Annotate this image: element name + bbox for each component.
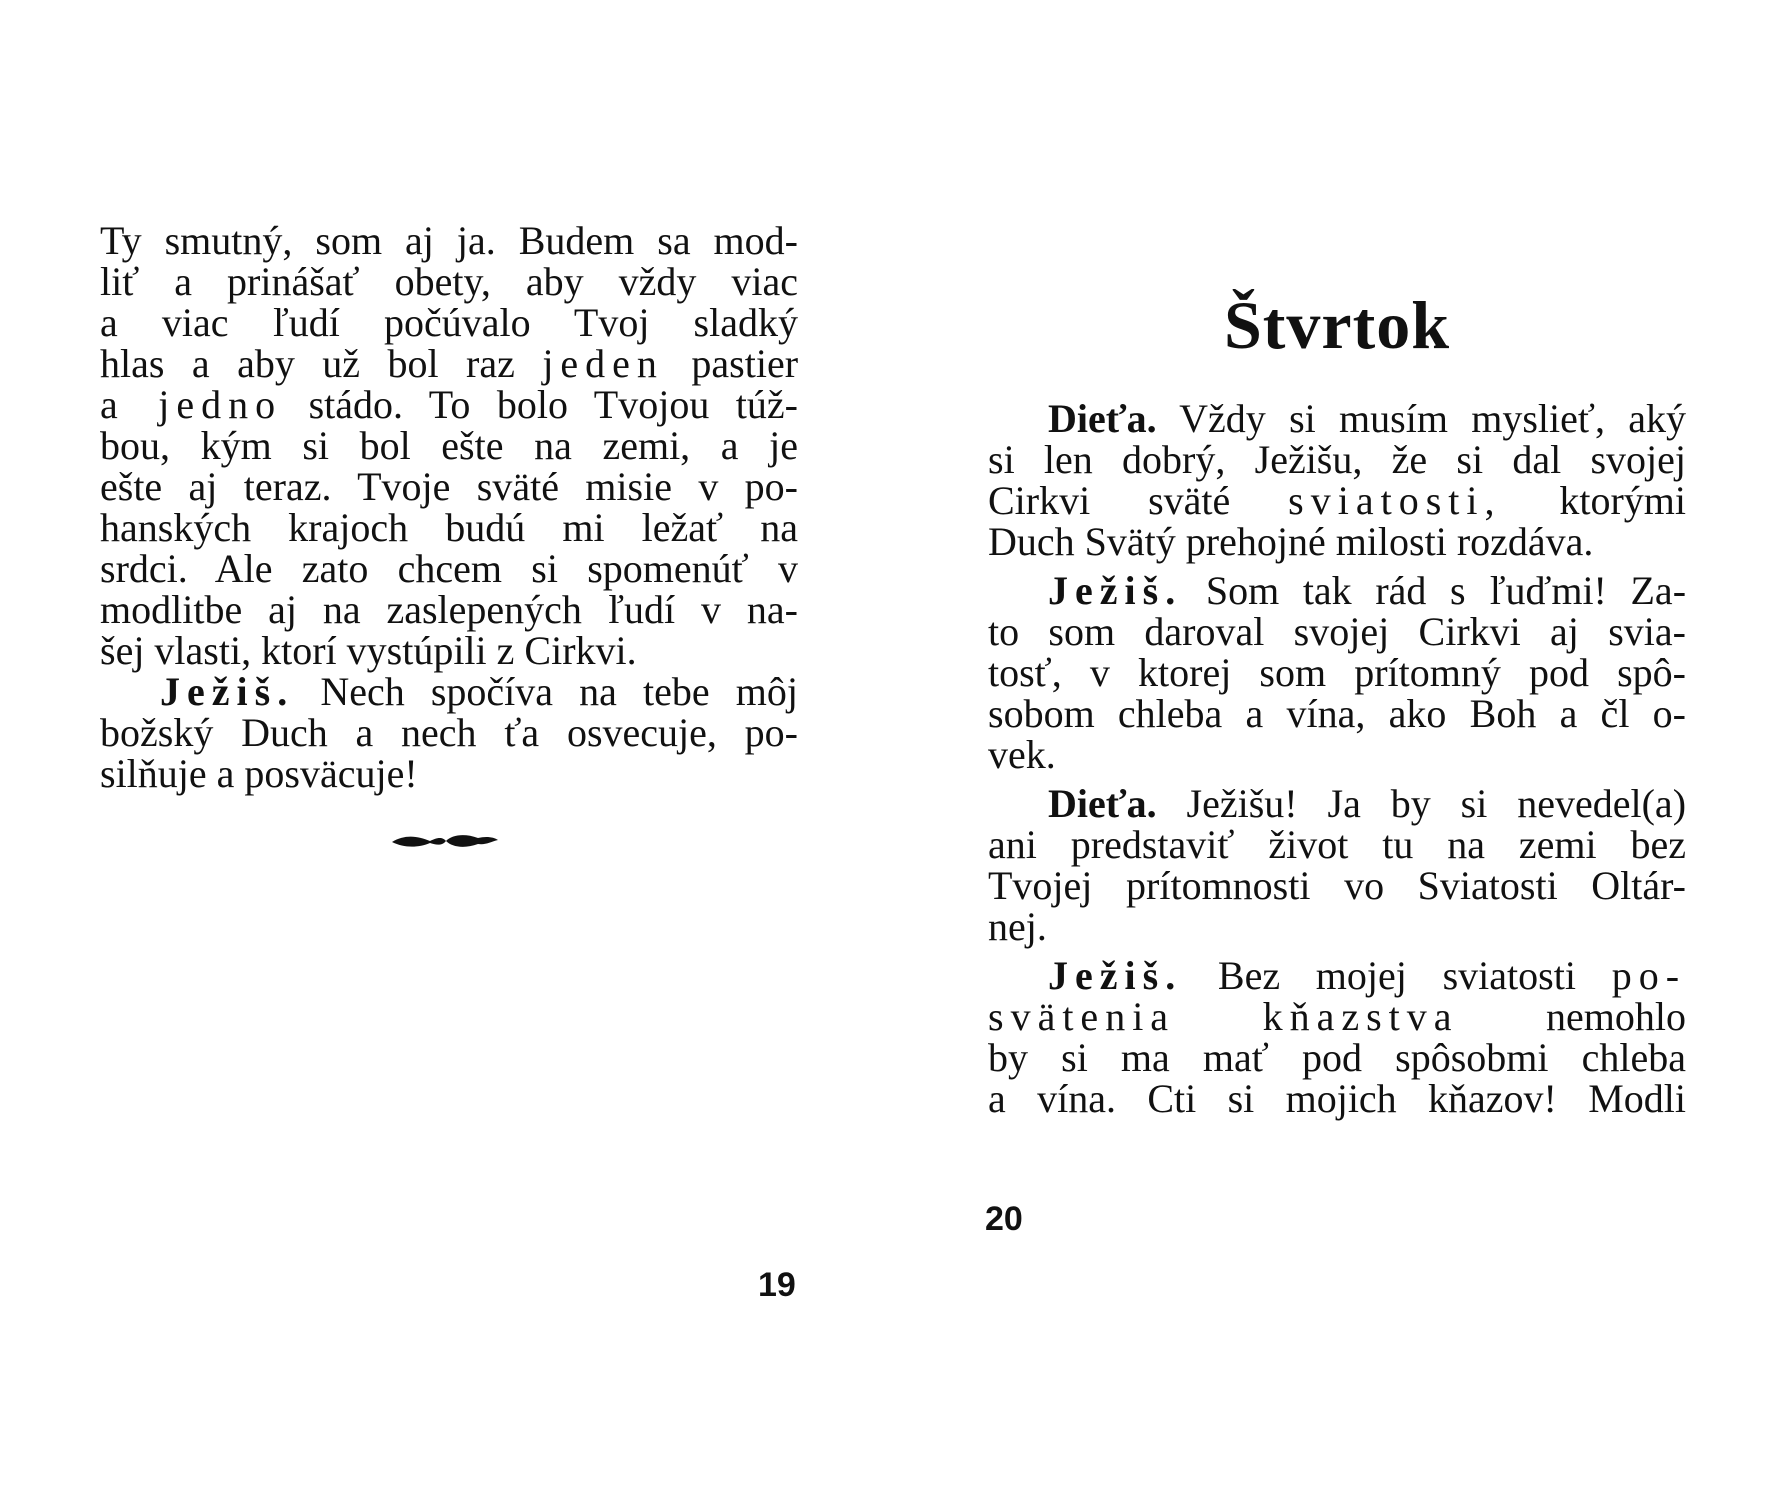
text-line xyxy=(100,671,798,712)
text-line: liť a prinášať obety, aby vždy viac xyxy=(100,259,798,304)
speaker-label: Ježiš. xyxy=(1048,953,1183,998)
text-line: si len dobrý, Ježišu, že si dal svojej xyxy=(988,437,1686,482)
speaker-label: Ježiš. xyxy=(1048,568,1183,613)
emphasized-word: jeden xyxy=(542,341,664,386)
text-line xyxy=(988,398,1686,439)
speaker-label: Dieťa. xyxy=(1048,396,1157,441)
text-line: sobom chleba a vína, ako Boh a čl o- xyxy=(988,691,1686,736)
page-number: 20 xyxy=(985,1200,1023,1238)
text-line: ešte aj teraz. Tvoje sväté misie v po- xyxy=(100,464,798,509)
text-line xyxy=(100,343,798,384)
text-line: a vína. Cti si mojich kňazov! Modli xyxy=(988,1076,1686,1121)
emphasized-word: po- xyxy=(1611,953,1687,998)
text-line xyxy=(988,955,1686,996)
text-line: to som daroval svojej Cirkvi aj svia- xyxy=(988,609,1686,654)
text-line: srdci. Ale zato chcem si spomenúť v xyxy=(100,546,798,591)
text-line xyxy=(988,480,1686,521)
text-fragment: Bez mojej sviatosti xyxy=(1217,953,1576,998)
text-line: vek. xyxy=(988,732,1056,777)
text-fragment: pastier xyxy=(691,341,799,386)
emphasized-word: svätenia xyxy=(988,994,1176,1039)
text-fragment: Ježišu! Ja by si nevedel(a) xyxy=(1186,781,1687,826)
text-line: by si ma mať pod spôsobmi chleba xyxy=(988,1035,1686,1080)
text-line: ani predstaviť život tu na zemi bez xyxy=(988,822,1686,867)
text-fragment: stádo. To bolo Tvojou túž- xyxy=(308,382,798,427)
text-fragment: nemohlo xyxy=(1546,994,1686,1039)
text-line: tosť, v ktorej som prítomný pod spô- xyxy=(988,650,1686,695)
text-line: Ty smutný, som aj ja. Budem sa mod- xyxy=(100,218,798,263)
text-fragment: Cirkvi sväté xyxy=(988,478,1231,523)
text-line xyxy=(988,996,1686,1037)
emphasized-word: sviatosti, xyxy=(1288,478,1502,523)
text-fragment: Vždy si musím myslieť, aký xyxy=(1179,396,1686,441)
emphasized-word: a jedno xyxy=(100,382,283,427)
emphasized-word: kňazstva xyxy=(1262,994,1459,1039)
text-fragment: hlas a aby už bol raz xyxy=(100,341,515,386)
text-line xyxy=(988,570,1686,611)
text-line: nej. xyxy=(988,904,1047,949)
text-line: božský Duch a nech ťa osvecuje, po- xyxy=(100,710,798,755)
right-page xyxy=(988,280,1686,1119)
text-line: hanských krajoch budú mi ležať na xyxy=(100,505,798,550)
text-line: modlitbe aj na zaslepených ľudí v na- xyxy=(100,587,798,632)
speaker-label: Ježiš. xyxy=(160,669,295,714)
text-line xyxy=(988,783,1686,824)
ornament-icon xyxy=(390,830,500,852)
left-page xyxy=(100,220,798,794)
text-fragment: ktorými xyxy=(1559,478,1687,523)
speaker-label: Dieťa. xyxy=(1048,781,1157,826)
text-line: Tvojej prítomnosti vo Sviatosti Oltár- xyxy=(988,863,1686,908)
chapter-title: Štvrtok xyxy=(1223,287,1451,363)
page-number: 19 xyxy=(758,1266,796,1304)
text-line: šej vlasti, ktorí vystúpili z Cirkvi. xyxy=(100,628,637,673)
text-line: Duch Svätý prehojné milosti rozdáva. xyxy=(988,519,1594,564)
text-line xyxy=(100,384,798,425)
text-line: silňuje a posväcuje! xyxy=(100,751,418,796)
text-fragment: Som tak rád s ľuďmi! Za- xyxy=(1205,568,1687,613)
text-line: bou, kým si bol ešte na zemi, a je xyxy=(100,423,798,468)
text-line: a viac ľudí počúvalo Tvoj sladký xyxy=(100,300,798,345)
text-fragment: Nech spočíva na tebe môj xyxy=(320,669,798,714)
